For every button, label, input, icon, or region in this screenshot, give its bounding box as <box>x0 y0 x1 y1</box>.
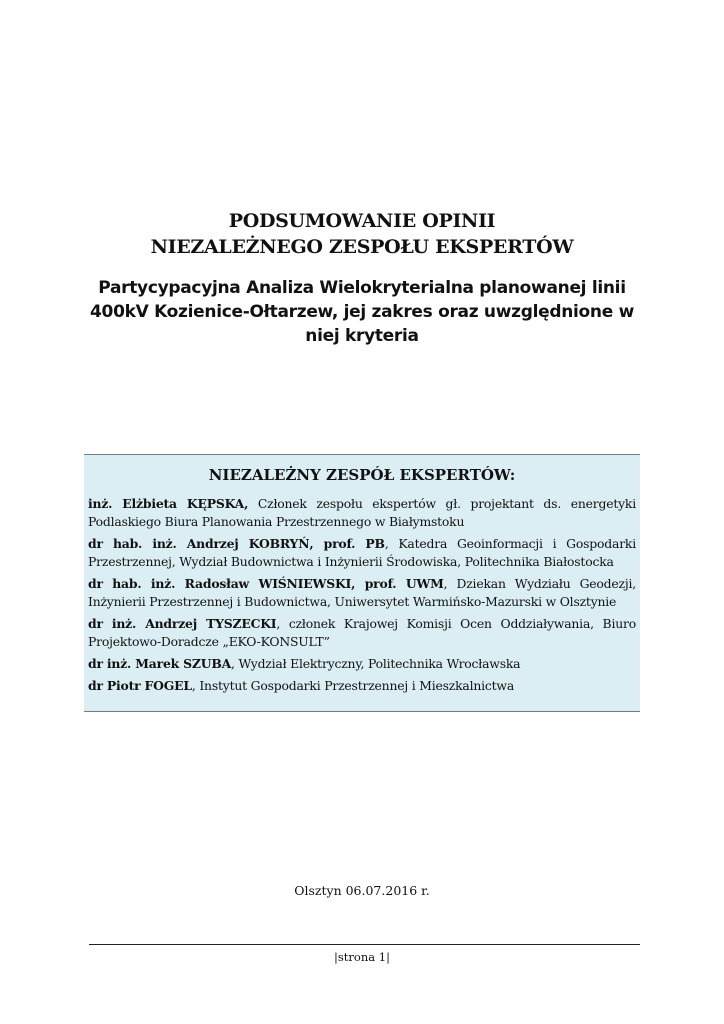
expert-name: dr hab. inż. Radosław WIŚNIEWSKI, prof. UWM <box>88 576 444 591</box>
expert-name: dr hab. inż. Andrzej KOBRYŃ, prof. PB <box>88 536 385 551</box>
expert-name: dr inż. Andrzej TYSZECKI <box>88 616 277 631</box>
expert-entry <box>88 615 636 651</box>
document-subtitle: Partycypacyjna Analiza Wielokryterialna planowanej linii 400kV Kozienice-Ołtarzew, jej zakres oraz uwzględnione w niej kryteria <box>90 278 634 346</box>
expert-name: dr Piotr FOGEL <box>88 678 192 693</box>
expert-entry <box>88 495 636 531</box>
page-number: |strona 1| <box>334 950 390 964</box>
expert-affiliation: , członek Krajowej Komisji Ocen Oddziaływania, Biuro Projektowo-Doradcze „EKO-KONSULT” <box>88 616 636 649</box>
expert-affiliation: , Katedra Geoinformacji i Gospodarki Przestrzennej, Wydział Budownictwa i Inżynierii Środowiska, Politechnika Białostocka <box>88 536 636 569</box>
expert-name: inż. Elżbieta KĘPSKA, <box>88 496 249 511</box>
expert-affiliation: , Wydział Elektryczny, Politechnika Wrocławska <box>231 656 521 671</box>
experts-list <box>88 495 636 699</box>
expert-affiliation: Członek zespołu ekspertów gł. projektant ds. energetyki Podlaskiego Biura Planowania Przestrzennego w Białymstoku <box>88 496 636 529</box>
footer-divider <box>89 944 640 945</box>
expert-entry <box>88 535 636 571</box>
document-title-line2: NIEZALEŻNEGO ZESPOŁU EKSPERTÓW <box>150 236 574 258</box>
experts-panel-heading: NIEZALEŻNY ZESPÓŁ EKSPERTÓW: <box>208 466 516 484</box>
experts-panel <box>84 454 640 712</box>
expert-entry <box>88 575 636 611</box>
document-title-line1: PODSUMOWANIE OPINII <box>228 210 496 232</box>
expert-name: dr inż. Marek SZUBA <box>88 656 232 671</box>
expert-affiliation: , Dziekan Wydziału Geodezji, Inżynierii Przestrzennej i Budownictwa, Uniwersytet Warmińsko-Mazurski w Olsztynie <box>88 576 636 609</box>
expert-affiliation: , Instytut Gospodarki Przestrzennej i Mieszkalnictwa <box>191 678 515 693</box>
place-and-date: Olsztyn 06.07.2016 r. <box>294 883 430 898</box>
expert-entry <box>88 677 636 695</box>
expert-entry <box>88 655 636 673</box>
